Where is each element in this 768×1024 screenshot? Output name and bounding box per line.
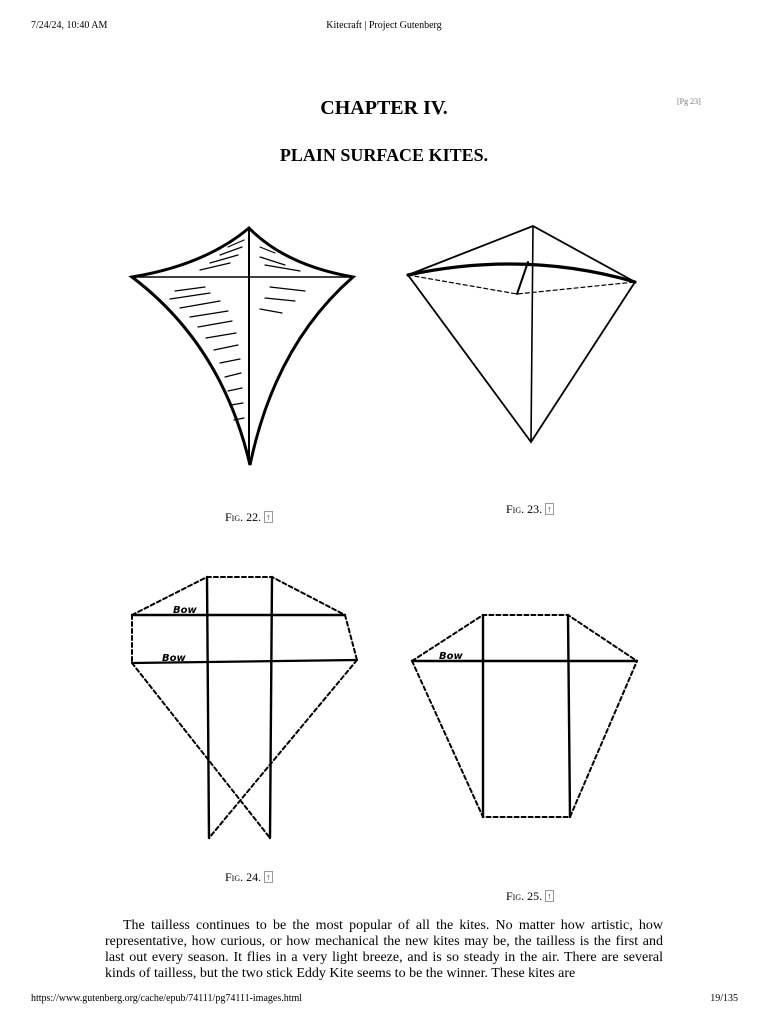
bow-label: Bow xyxy=(173,605,197,616)
back-arrow-link[interactable]: ↑ xyxy=(547,504,552,514)
figure-22-image xyxy=(110,195,375,495)
chapter-heading: CHAPTER IV. xyxy=(320,97,448,119)
figure-23-image xyxy=(395,200,660,490)
body-paragraph: The tailless continues to be the most popular of all the kites. No matter how artistic, how representative, how curious, or how mechanical the new kites may be, the tailless is the first and last out every season. It flies in a very light breeze, and is so steady in the air. There are several kinds of tailless, but the two stick Eddy Kite seems to be the winner. These kites are xyxy=(105,918,663,981)
print-url: https://www.gutenberg.org/cache/epub/74111/pg74111-images.html xyxy=(31,993,303,1004)
bow-label: Bow xyxy=(162,653,186,664)
print-datetime: 7/24/24, 10:40 AM xyxy=(31,20,108,31)
figure-24-image xyxy=(105,560,370,860)
print-page-count: 19/135 xyxy=(710,993,738,1004)
back-arrow-link[interactable]: ↑ xyxy=(266,512,271,522)
page-reference[interactable]: [Pg 23] xyxy=(677,97,701,106)
figure-25-image xyxy=(395,595,660,835)
figure-24-caption: Fig. 24. ↑ xyxy=(225,870,271,884)
back-arrow-link[interactable]: ↑ xyxy=(547,891,552,901)
bow-label: Bow xyxy=(439,651,463,662)
back-arrow-link[interactable]: ↑ xyxy=(266,872,271,882)
print-page-title: Kitecraft | Project Gutenberg xyxy=(326,20,442,31)
figure-23-caption: Fig. 23. ↑ xyxy=(506,502,552,516)
figure-25-caption: Fig. 25. ↑ xyxy=(506,889,552,903)
section-heading: PLAIN SURFACE KITES. xyxy=(279,145,489,165)
figure-22-caption: Fig. 22. ↑ xyxy=(225,510,271,524)
